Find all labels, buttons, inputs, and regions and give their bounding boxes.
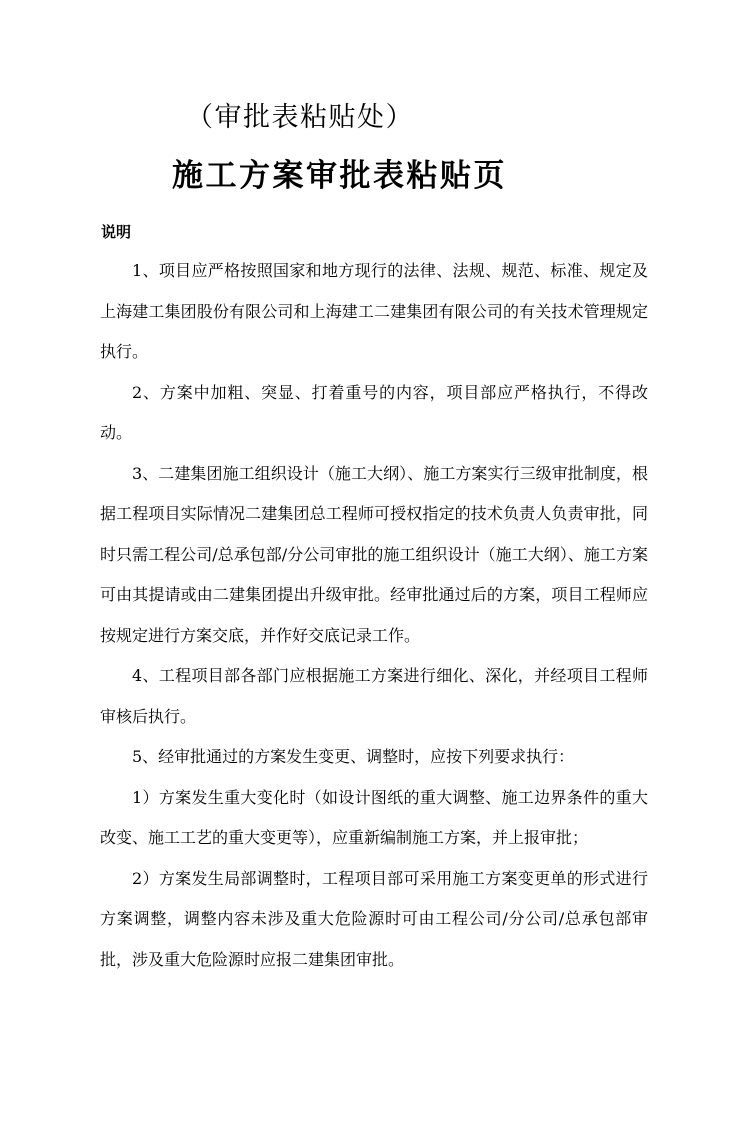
paragraph: 1、项目应严格按照国家和地方现行的法律、法规、规范、标准、规定及上海建工集团股份有限公司和上海建工二建集团有限公司的有关技术管理规定执行。 (100, 261, 648, 361)
paragraph: 1）方案发生重大变化时（如设计图纸的重大调整、施工边界条件的重大改变、施工工艺的重大变更等），应重新编制施工方案，并上报审批； (100, 787, 648, 847)
paragraph: 3、二建集团施工组织设计（施工大纲）、施工方案实行三级审批制度，根据工程项目实际情况二建集团总工程师可授权指定的技术负责人负责审批，同时只需工程公司/总承包部/分公司审批的施工组织设计（施工大纲）、施工方案可由其提请或由二建集团提出升级审批。经审批通过后的方案，项目工程师应按规定进行方案交底，并作好交底记录工作。 (100, 463, 648, 645)
paragraph: 2）方案发生局部调整时，工程项目部可采用施工方案变更单的形式进行方案调整，调整内容未涉及重大危险源时可由工程公司/分公司/总承包部审批，涉及重大危险源时应报二建集团审批。 (100, 868, 648, 969)
page-title: 施工方案审批表粘贴页 (172, 158, 507, 194)
document-body (100, 251, 648, 980)
paragraph: 5、经审批通过的方案发生变更、调整时，应按下列要求执行： (132, 747, 575, 766)
page-subtitle: （审批表粘贴处） (186, 102, 414, 133)
paragraph: 2、方案中加粗、突显、打着重号的内容，项目部应严格执行，不得改动。 (100, 382, 648, 442)
paragraph: 4、工程项目部各部门应根据施工方案进行细化、深化，并经项目工程师审核后执行。 (100, 666, 648, 726)
section-heading: 说明 (101, 223, 132, 241)
document-page (0, 96, 744, 1148)
